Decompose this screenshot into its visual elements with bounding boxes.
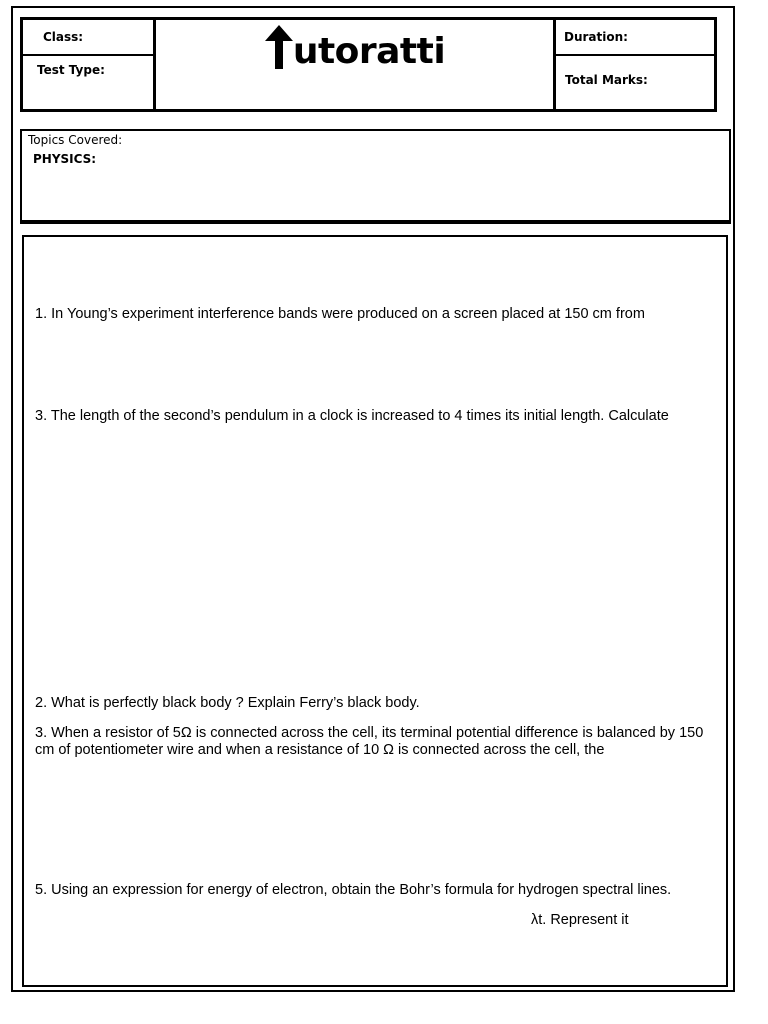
total-marks-label: Total Marks: xyxy=(565,73,648,87)
question-2: 2. What is perfectly black body ? Explain Ferry’s black body. xyxy=(35,695,420,711)
topics-covered-box xyxy=(20,129,731,224)
test-type-label: Test Type: xyxy=(37,63,105,77)
question-3-resistor: 3. When a resistor of 5Ω is connected across the cell, its terminal potential difference is balanced by 150 cm of potentiometer wire and when a resistance of 10 Ω is connected across the cell, the xyxy=(35,725,704,758)
question-1: 1. In Young’s experiment interference bands were produced on a screen placed at 150 cm from xyxy=(35,306,645,322)
header-divider-right xyxy=(553,20,556,109)
questions-area xyxy=(22,235,728,987)
test-header xyxy=(20,17,717,112)
arrow-t-icon xyxy=(264,24,294,70)
header-divider-row-right xyxy=(554,54,717,56)
topics-covered-label: Topics Covered: xyxy=(28,133,123,147)
logo-text: utoratti xyxy=(292,30,446,72)
question-5: 5. Using an expression for energy of electron, obtain the Bohr’s formula for hydrogen spectral lines. xyxy=(35,882,672,898)
class-label: Class: xyxy=(43,30,84,44)
question-3-pendulum: 3. The length of the second’s pendulum in a clock is increased to 4 times its initial length. Calculate xyxy=(35,408,669,424)
header-divider-row-left xyxy=(23,54,154,56)
tutoratti-logo xyxy=(156,22,553,72)
question-fragment: λt. Represent it xyxy=(531,912,629,928)
duration-label: Duration: xyxy=(564,30,628,44)
topics-subject: PHYSICS: xyxy=(33,152,97,166)
